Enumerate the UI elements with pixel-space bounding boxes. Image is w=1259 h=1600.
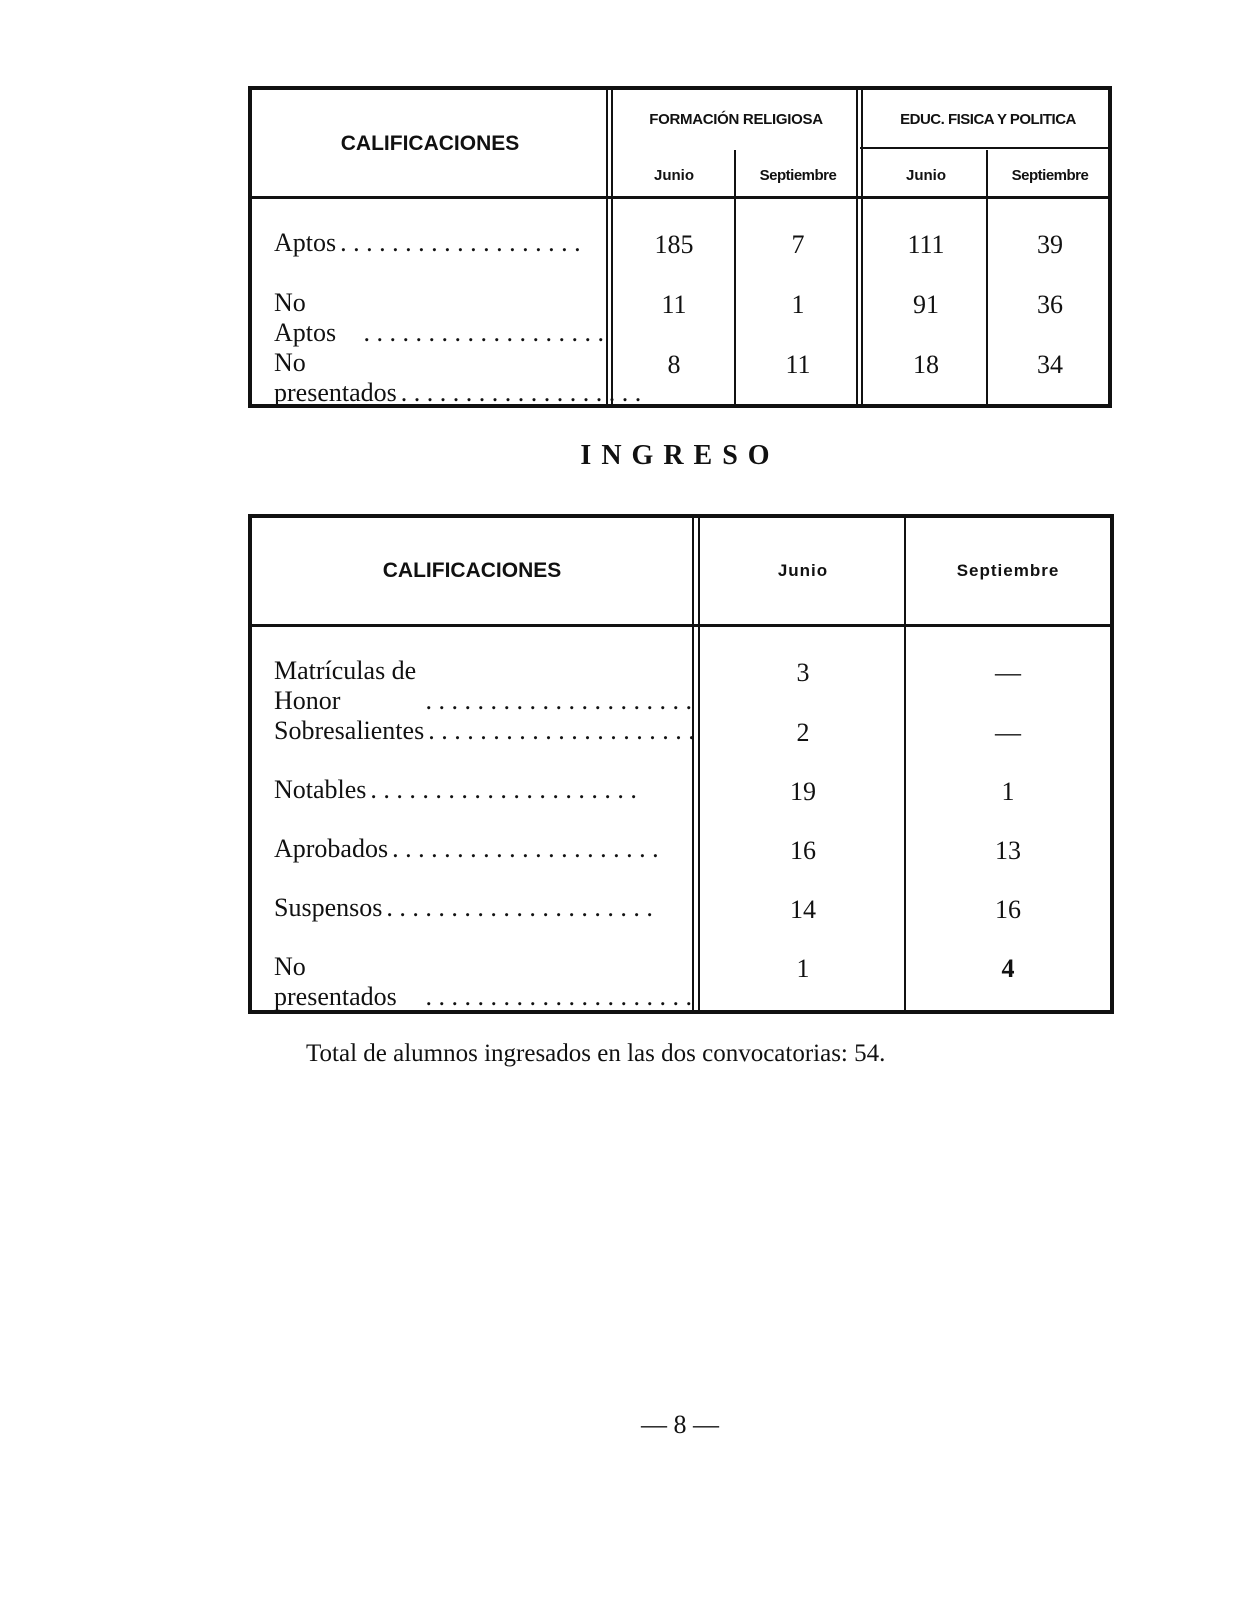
row-label: Matrículas de Honor . . . . . . . . . . . . . . . . . . . . . — [274, 656, 692, 715]
value-cell: 18 — [913, 350, 939, 379]
value-cell: 111 — [907, 230, 945, 259]
septiembre-cell: 16 — [995, 895, 1021, 924]
septiembre-cell: — — [995, 718, 1021, 747]
row-label-text: Aprobados — [274, 834, 389, 863]
row-label-text: No presentados — [274, 348, 397, 407]
value-cell: 11 — [785, 350, 811, 379]
value-cell: 91 — [913, 290, 939, 319]
divider — [861, 90, 863, 404]
row-label: No presentados . . . . . . . . . . . . . . . . . . . — [274, 348, 642, 407]
row-label: Sobresalientes . . . . . . . . . . . . . . . . . . . . . — [274, 716, 695, 745]
subheader-septiembre-2: Septiembre — [1011, 166, 1089, 184]
junio-cell: 16 — [790, 836, 816, 865]
divider — [692, 518, 694, 1010]
row-label: Aprobados . . . . . . . . . . . . . . . . . . . . . — [274, 834, 659, 863]
group-header-formacion-religiosa: FORMACIÓN RELIGIOSA — [649, 110, 823, 128]
divider — [698, 518, 700, 1010]
subheader-junio: Junio — [777, 561, 829, 580]
junio-cell: 19 — [790, 777, 816, 806]
septiembre-cell: 13 — [995, 836, 1021, 865]
septiembre-cell: 1 — [1001, 777, 1015, 806]
row-label: Suspensos . . . . . . . . . . . . . . . . . . . . . — [274, 893, 653, 922]
divider — [606, 90, 608, 404]
subheader-septiembre-1: Septiembre — [759, 166, 837, 184]
septiembre-cell: 4 — [1001, 954, 1015, 983]
divider — [252, 196, 1108, 199]
junio-cell: 14 — [790, 895, 816, 924]
row-label-text: Aptos — [274, 228, 337, 257]
junio-cell: 3 — [796, 658, 810, 687]
divider — [860, 147, 1112, 149]
value-cell: 185 — [654, 230, 694, 259]
subheader-septiembre: Septiembre — [956, 561, 1060, 580]
divider — [252, 624, 1110, 627]
value-cell: 8 — [667, 350, 681, 379]
calificaciones-header: CALIFICACIONES — [382, 559, 562, 582]
row-label-text: Matrículas de Honor — [274, 656, 417, 715]
calificaciones-header: CALIFICACIONES — [340, 132, 520, 155]
subheader-junio-2: Junio — [906, 166, 946, 184]
subheader-junio-1: Junio — [654, 166, 694, 184]
row-label-text: Sobresalientes — [274, 716, 425, 745]
group-header-educ-fisica: EDUC. FISICA Y POLITICA — [900, 110, 1076, 128]
ingreso-results-table — [248, 514, 1114, 1014]
row-label: Aptos . . . . . . . . . . . . . . . . . . . — [274, 228, 581, 257]
septiembre-cell: — — [995, 658, 1021, 687]
row-label: No presentados . . . . . . . . . . . . . . . . . . . . . — [274, 952, 692, 1011]
row-label-text: No Aptos — [274, 288, 337, 347]
results-table-religion-pe — [248, 86, 1112, 408]
row-label-text: Notables — [274, 775, 367, 804]
section-title: INGRESO — [580, 440, 780, 471]
value-cell: 7 — [791, 230, 805, 259]
value-cell: 11 — [661, 290, 687, 319]
junio-cell: 1 — [796, 954, 810, 983]
divider — [904, 518, 906, 1010]
row-label-text: Suspensos — [274, 893, 383, 922]
row-label: Notables . . . . . . . . . . . . . . . . . . . . . — [274, 775, 637, 804]
value-cell: 34 — [1037, 350, 1063, 379]
junio-cell: 2 — [796, 718, 810, 747]
page-number: — 8 — — [641, 1410, 719, 1439]
value-cell: 39 — [1037, 230, 1063, 259]
value-cell: 36 — [1037, 290, 1063, 319]
row-label-text: No presentados — [274, 952, 397, 1011]
total-students-note: Total de alumnos ingresados en las dos convocatorias: 54. — [306, 1040, 886, 1067]
row-label: No Aptos . . . . . . . . . . . . . . . . . . . — [274, 288, 604, 347]
value-cell: 1 — [791, 290, 805, 319]
